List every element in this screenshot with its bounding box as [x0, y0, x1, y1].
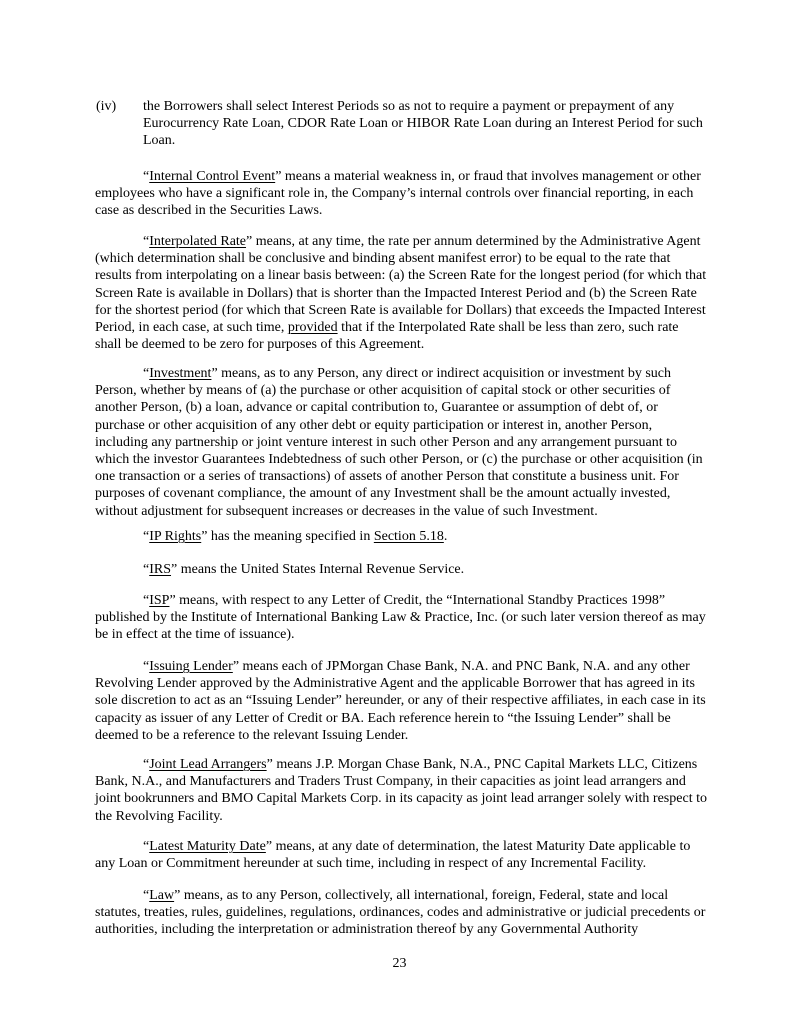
defined-term: Investment: [149, 366, 212, 381]
open-quote: “: [143, 839, 150, 854]
definition-text: ” means J.P. Morgan Chase Bank, N.A., PNC Capital Markets LLC, Citizens Bank, N.A., and Manufacturers and Traders Trust Company, in their capacities as joint lead arrangers and joint bookrunners and BMO Capital Markets Corp. in its capacity as joint lead arranger solely with respect to the Revolving Facility.: [95, 757, 707, 824]
definition-internal-control-event: [95, 168, 707, 220]
section-reference: Section 5.18: [373, 529, 444, 544]
subclause-text: the Borrowers shall select Interest Periods so as not to require a payment or prepayment of any Eurocurrency Rate Loan, CDOR Rate Loan or HIBOR Rate Loan during an Interest Period for such Loan.: [143, 99, 703, 149]
definition-text: ” means the United States Internal Revenue Service.: [171, 562, 465, 577]
defined-term: IP Rights: [149, 529, 202, 544]
open-quote: “: [143, 529, 150, 544]
definition-text: ” means a material weakness in, or fraud that involves management or other employees who have a significant role in, the Company’s internal controls over financial reporting, in each case as described in the Securities Laws.: [95, 169, 701, 219]
open-quote: “: [143, 366, 150, 381]
definition-text: ” has the meaning specified in: [201, 529, 374, 544]
definition-law: [95, 887, 707, 939]
defined-term: IRS: [149, 562, 172, 577]
defined-term: Issuing Lender: [149, 659, 233, 674]
definition-text-cont: .: [443, 529, 448, 544]
definition-text: ” means, with respect to any Letter of Credit, the “International Standby Practices 1998” published by the Institute of International Banking Law & Practice, Inc. (or such later version thereof as may be in effect at the time of issuance).: [95, 593, 706, 643]
definition-interpolated-rate: [95, 233, 707, 353]
defined-term: Internal Control Event: [149, 169, 276, 184]
subclause-iv: [96, 98, 711, 150]
open-quote: “: [143, 169, 150, 184]
proviso-term: provided: [287, 320, 338, 336]
definition-text: ” means, at any date of determination, the latest Maturity Date applicable to any Loan or Commitment hereunder at such time, including in respect of any Incremental Facility.: [95, 839, 691, 872]
open-quote: “: [143, 659, 150, 674]
definition-text: ” means, as to any Person, collectively, all international, foreign, Federal, state and local statutes, treaties, rules, guidelines, regulations, ordinances, codes and administrative or judicial precedents or authorities, including the interpretation or administration thereof by any Governmental Authority: [95, 888, 706, 938]
definition-latest-maturity-date: [95, 838, 707, 872]
definition-issuing-lender: [95, 658, 707, 744]
page-number: 23: [392, 956, 407, 971]
definition-text-cont: that if the Interpolated Rate shall be less than zero, such rate shall be deemed to be zero for purposes of this Agreement.: [95, 320, 679, 353]
defined-term: ISP: [149, 593, 170, 608]
definition-text: ” means, as to any Person, any direct or indirect acquisition or investment by such Person, whether by means of (a) the purchase or other acquisition of capital stock or other securities of another Person, (b) a loan, advance or capital contribution to, Guarantee or assumption of debt of, or purchase or other acquisition of any other debt or equity participation or interest in, another Person, including any partnership or joint venture interest in such other Person and any arrangement pursuant to which the investor Guarantees Indebtedness of such other Person, or (c) the purchase or other acquisition (in one transaction or a series of transactions) of assets of another Person that constitute a business unit. For purposes of covenant compliance, the amount of any Investment shall be the amount actually invested, without adjustment for subsequent increases or decreases in the value of such Investment.: [95, 366, 703, 519]
definition-text: ” means each of JPMorgan Chase Bank, N.A. and PNC Bank, N.A. and any other Revolving Lender approved by the Administrative Agent and the applicable Borrower that has agreed in its sole discretion to act as an “Issuing Lender” hereunder, or any of their respective affiliates, in each case in its capacity as issuer of any Letter of Credit or BA. Each reference herein to “the Issuing Lender” shall be deemed to be a reference to the relevant Issuing Lender.: [95, 659, 706, 743]
defined-term: Interpolated Rate: [149, 234, 247, 249]
open-quote: “: [143, 593, 150, 608]
definition-joint-lead-arrangers: [95, 756, 707, 825]
subclause-label: (iv): [96, 99, 117, 114]
open-quote: “: [143, 234, 150, 249]
open-quote: “: [143, 888, 150, 903]
definition-investment: [95, 365, 707, 520]
open-quote: “: [143, 757, 150, 772]
definition-irs: [95, 561, 707, 578]
definition-isp: [95, 592, 707, 644]
defined-term: Law: [149, 888, 175, 903]
definition-text: ” means, at any time, the rate per annum determined by the Administrative Agent (which determination shall be conclusive and binding absent manifest error) to be equal to the rate that results from interpolating on a linear basis between: (a) the Screen Rate for the longest period (for which that Screen Rate is available in Dollars) that is shorter than the Impacted Interest Period and (b) the Screen Rate for the shortest period (for which that Screen Rate is available for Dollars) that exceeds the Impacted Interest Period, in each case, at such time,: [95, 234, 707, 336]
definition-ip-rights: [95, 528, 707, 545]
defined-term: Latest Maturity Date: [149, 839, 266, 854]
defined-term: Joint Lead Arrangers: [149, 757, 267, 772]
open-quote: “: [143, 562, 150, 577]
